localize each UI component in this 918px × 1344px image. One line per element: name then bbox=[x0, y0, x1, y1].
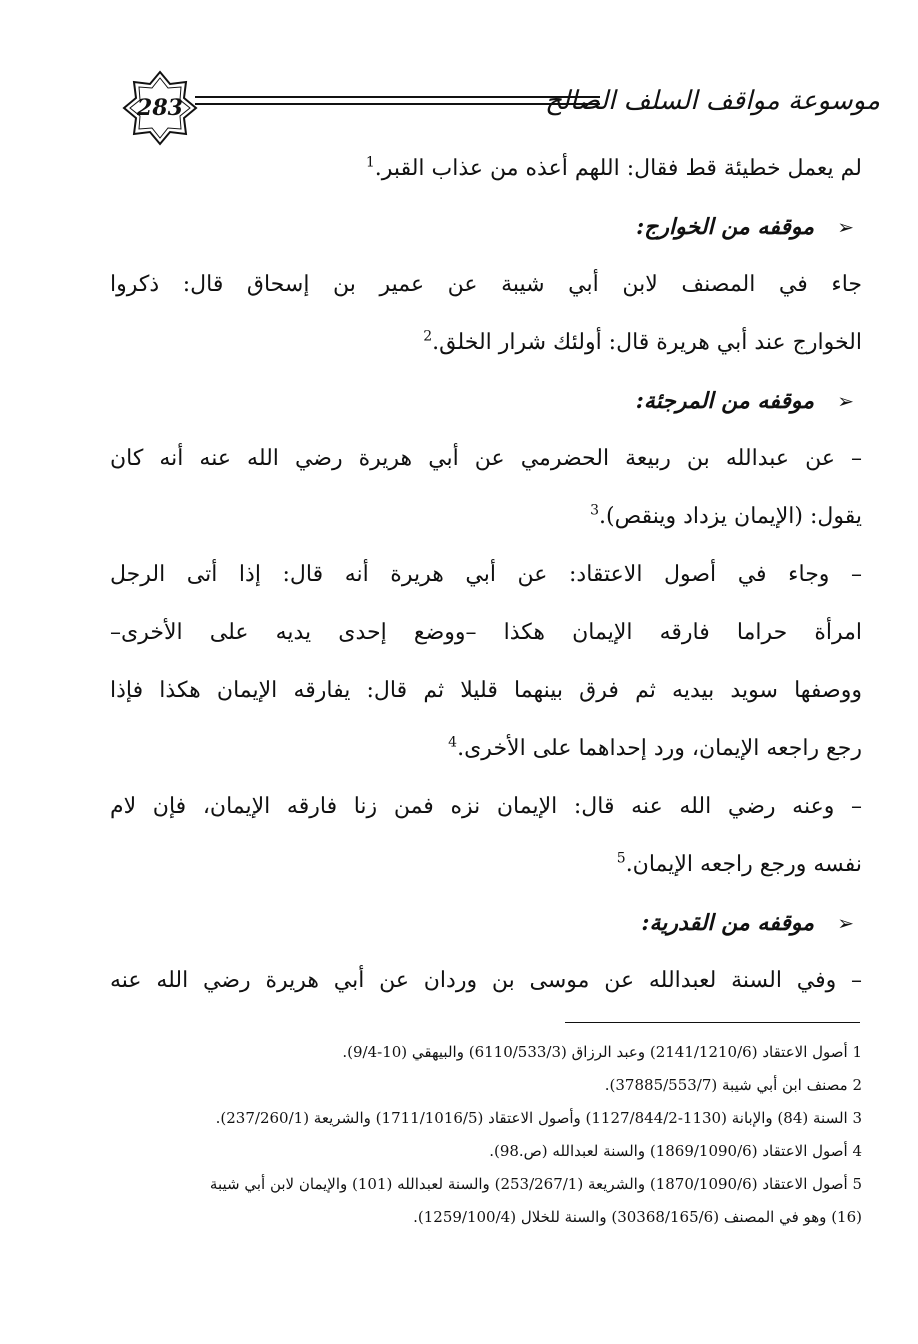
text-line: جاء في المصنف لابن أبي شيبة عن عمير بن إسحاق قال: ذكروا bbox=[110, 272, 862, 297]
page-header bbox=[0, 0, 918, 140]
arrow-bullet-icon: ➢ bbox=[837, 389, 854, 413]
text-line: – وجاء في أصول الاعتقاد: عن أبي هريرة أنه قال: إذا أتى الرجل bbox=[110, 562, 862, 587]
footnote-ref: 4 bbox=[448, 734, 458, 751]
section-heading: ➢ موقفه من المرجئة: bbox=[110, 372, 862, 430]
footnote: 2 مصنف ابن أبي شيبة (37885/553/7). bbox=[604, 1076, 862, 1094]
header-rule-thin bbox=[195, 104, 600, 105]
text-line: – وفي السنة لعبدالله عن موسى بن وردان عن أبي هريرة رضي الله عنه bbox=[110, 968, 862, 993]
footnote-ref: 1 bbox=[365, 154, 375, 171]
text-line: – وعنه رضي الله عنه قال: الإيمان نزه فمن زنا فارقه الإيمان، فإن لام bbox=[110, 794, 862, 819]
footnote-ref: 2 bbox=[423, 328, 433, 345]
footnote: 3 السنة (84) والإبانة (1130-1127/844/2) وأصول الاعتقاد (1711/1016/5) والشريعة (237/260/1). bbox=[215, 1109, 862, 1127]
section-heading: ➢ موقفه من القدرية: bbox=[110, 894, 862, 952]
footnote: 4 أصول الاعتقاد (1869/1090/6) والسنة لعبدالله (ص.98). bbox=[489, 1142, 862, 1160]
arrow-bullet-icon: ➢ bbox=[837, 911, 854, 935]
text-line: نفسه ورجع راجعه الإيمان.$^5$ bbox=[616, 850, 862, 877]
series-title: موسوعة مواقف السلف الصالح bbox=[545, 86, 880, 116]
arrow-bullet-icon: ➢ bbox=[837, 215, 854, 239]
main-text bbox=[110, 140, 862, 1010]
footnote: 5 أصول الاعتقاد (1870/1090/6) والشريعة (253/267/1) والسنة لعبدالله (101) والإيمان لابن أبي شيبة bbox=[209, 1175, 862, 1193]
text-line: رجع راجعه الإيمان، ورد إحداهما على الأخرى.$^4$ bbox=[448, 734, 862, 761]
footnote: 1 أصول الاعتقاد (2141/1210/6) وعبد الرزاق (6110/533/3) والبيهقي (10-9/4). bbox=[342, 1043, 862, 1061]
footnotes bbox=[110, 1036, 862, 1234]
page-number-badge bbox=[120, 68, 200, 148]
text-line: – عن عبدالله بن ربيعة الحضرمي عن أبي هريرة رضي الله عنه أنه كان bbox=[110, 446, 862, 471]
text-line: الخوارج عند أبي هريرة قال: أولئك شرار الخلق.$^2$ bbox=[423, 328, 862, 355]
footnote-ref: 3 bbox=[590, 502, 600, 519]
header-rule bbox=[195, 96, 600, 104]
footnote: (16) وهو في المصنف (30368/165/6) والسنة للخلال (1259/100/4). bbox=[413, 1208, 862, 1226]
text-line: ووصفها سويد بيديه ثم فرق بينهما قليلا ثم قال: يفارقه الإيمان هكذا فإذا bbox=[110, 678, 862, 703]
text-line: يقول: (الإيمان يزداد وينقص).$^3$ bbox=[590, 502, 862, 529]
footnote-separator bbox=[565, 1022, 860, 1023]
text-line: امرأة حراما فارقه الإيمان هكذا –ووضع إحدى يديه على الأخرى– bbox=[110, 620, 862, 645]
text-line: لم يعمل خطيئة قط فقال: اللهم أعذه من عذاب القبر.$^1$ bbox=[365, 154, 862, 181]
footnote-ref: 5 bbox=[616, 850, 626, 867]
section-heading: ➢ موقفه من الخوارج: bbox=[110, 198, 862, 256]
page-number: 283 bbox=[137, 95, 183, 121]
